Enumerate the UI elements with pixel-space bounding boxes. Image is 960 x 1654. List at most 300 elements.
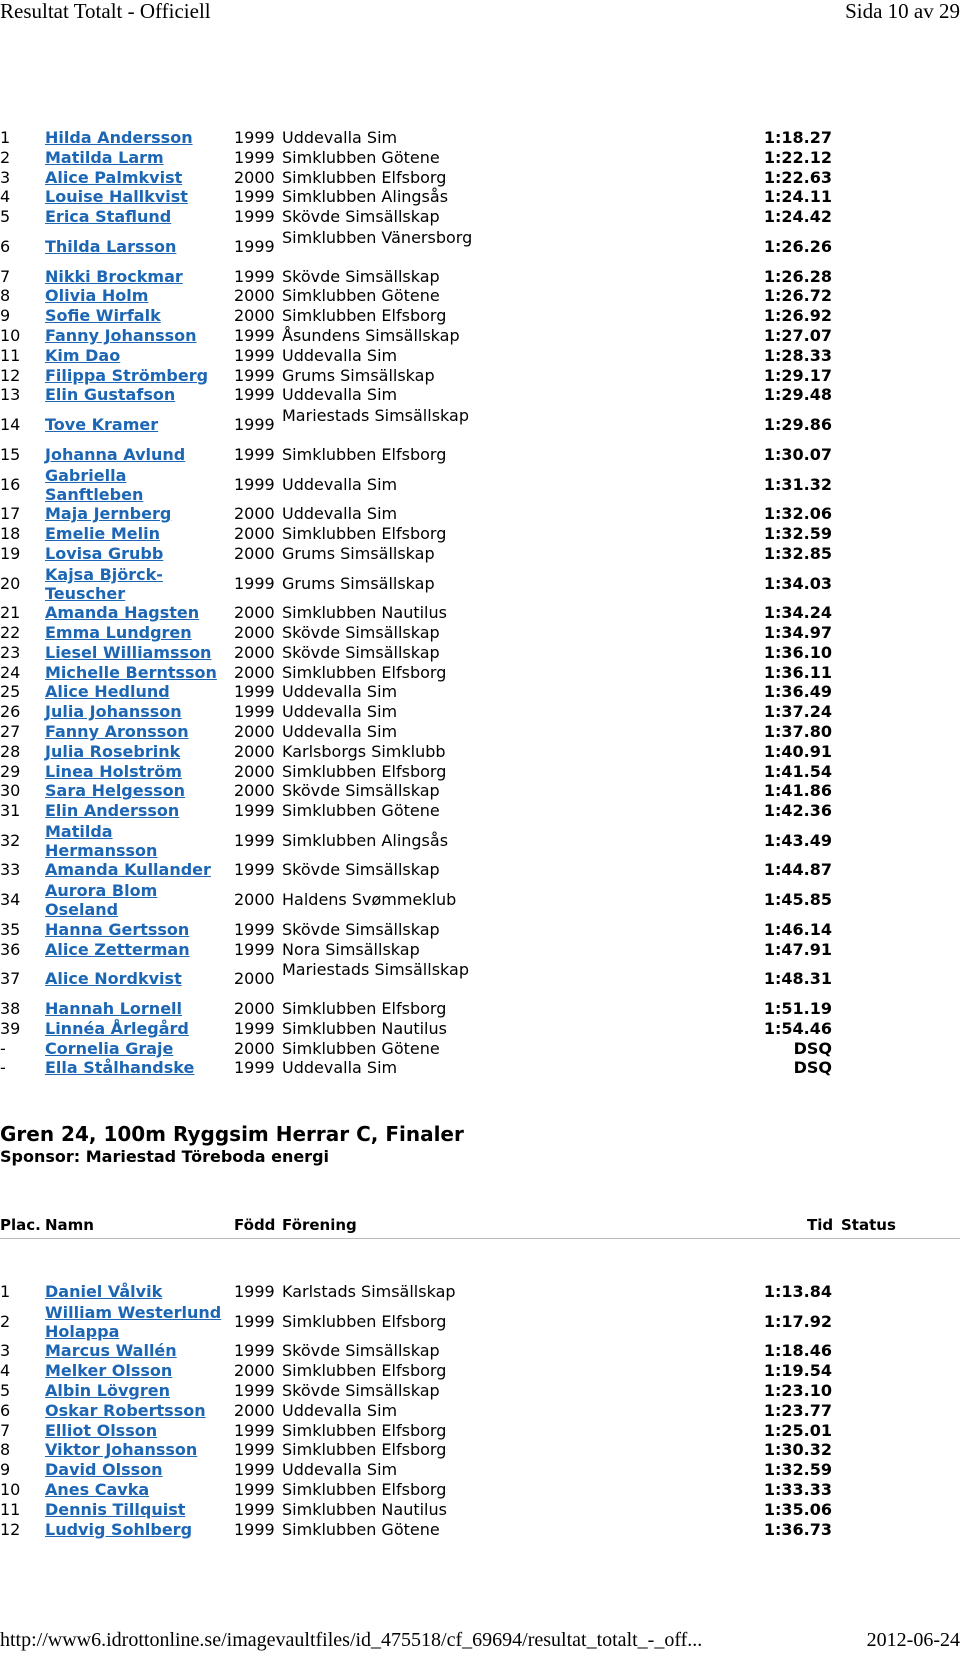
col-plac: Plac. bbox=[0, 1216, 41, 1234]
club-name: Simklubben Elfsborg bbox=[282, 306, 447, 326]
placement: - bbox=[0, 1038, 6, 1058]
birth-year: 1999 bbox=[234, 345, 275, 365]
table-row bbox=[0, 781, 860, 801]
club-name: Karlsborgs Simklubb bbox=[282, 741, 446, 761]
placement: 35 bbox=[0, 919, 21, 939]
table-row bbox=[0, 326, 860, 346]
swimmer-name-link[interactable]: Gabriella Sanftleben bbox=[45, 465, 144, 504]
placement: 33 bbox=[0, 860, 21, 880]
club-name: Simklubben Nautilus bbox=[282, 603, 447, 623]
table-row bbox=[0, 148, 860, 168]
result-time: 1:41.54 bbox=[763, 761, 832, 781]
birth-year: 2000 bbox=[234, 167, 275, 187]
birth-year: 1999 bbox=[234, 1440, 275, 1460]
swimmer-name-link[interactable]: Elin Gustafson bbox=[45, 385, 176, 405]
birth-year: 1999 bbox=[234, 236, 275, 256]
table-row bbox=[0, 821, 860, 861]
club-name: Karlstads Simsällskap bbox=[282, 1282, 456, 1301]
birth-year: 1999 bbox=[234, 147, 275, 167]
page-footer bbox=[0, 1628, 960, 1652]
swimmer-name-link[interactable]: Ludvig Sohlberg bbox=[45, 1519, 193, 1539]
placement: 9 bbox=[0, 306, 11, 326]
result-time: 1:26.28 bbox=[763, 266, 832, 286]
swimmer-name-link[interactable]: Elliot Olsson bbox=[45, 1420, 158, 1440]
result-time: 1:36.49 bbox=[763, 682, 832, 702]
placement: 8 bbox=[0, 286, 11, 306]
result-time: 1:13.84 bbox=[763, 1282, 832, 1301]
result-time: 1:37.24 bbox=[763, 702, 832, 722]
club-name: Simklubben Alingsås bbox=[282, 830, 449, 850]
table-row bbox=[0, 504, 860, 524]
swimmer-name-link[interactable]: Emelie Melin bbox=[45, 523, 160, 543]
result-time: 1:36.11 bbox=[763, 662, 832, 682]
result-time: 1:22.63 bbox=[763, 167, 832, 187]
table-row bbox=[0, 920, 860, 940]
club-name: Nora Simsällskap bbox=[282, 939, 420, 959]
column-header-row bbox=[0, 1214, 960, 1239]
placement: 10 bbox=[0, 325, 21, 345]
result-time: 1:41.86 bbox=[763, 781, 832, 801]
club-name: Skövde Simsällskap bbox=[282, 207, 440, 227]
swimmer-name-link[interactable]: Kim Dao bbox=[45, 345, 121, 365]
club-name: Simklubben Götene bbox=[282, 147, 440, 167]
birth-year: 1999 bbox=[234, 128, 275, 147]
club-name: Uddevalla Sim bbox=[282, 721, 398, 741]
table-row bbox=[0, 1302, 860, 1342]
club-name: Simklubben Elfsborg bbox=[282, 1361, 447, 1381]
swimmer-name-link[interactable]: Liesel Williamsson bbox=[45, 642, 212, 662]
birth-year: 2000 bbox=[234, 890, 275, 910]
result-time: 1:30.07 bbox=[763, 444, 832, 464]
table-row bbox=[0, 1039, 860, 1059]
swimmer-name-link[interactable]: Alice Zetterman bbox=[45, 939, 190, 959]
table-row bbox=[0, 187, 860, 207]
club-name: Skövde Simsällskap bbox=[282, 860, 440, 880]
birth-year: 2000 bbox=[234, 761, 275, 781]
table-row bbox=[0, 564, 860, 604]
swimmer-name-link[interactable]: Sara Helgesson bbox=[45, 781, 186, 801]
swimmer-name-link[interactable]: Louise Hallkvist bbox=[45, 187, 188, 207]
birth-year: 1999 bbox=[234, 919, 275, 939]
club-name: Simklubben Elfsborg bbox=[282, 999, 447, 1019]
club-name: Simklubben Elfsborg bbox=[282, 1440, 447, 1460]
club-name: Uddevalla Sim bbox=[282, 1460, 398, 1480]
swimmer-name-link[interactable]: Kajsa Björck-Teuscher bbox=[45, 564, 163, 603]
placement: 18 bbox=[0, 523, 21, 543]
birth-year: 2000 bbox=[234, 622, 275, 642]
swimmer-name-link[interactable]: Thilda Larsson bbox=[45, 236, 177, 256]
birth-year: 2000 bbox=[234, 603, 275, 623]
club-name: Uddevalla Sim bbox=[282, 474, 398, 494]
birth-year: 2000 bbox=[234, 504, 275, 524]
table-row bbox=[0, 1341, 860, 1361]
table-row bbox=[0, 445, 860, 465]
placement: - bbox=[0, 1058, 6, 1078]
birth-year: 1999 bbox=[234, 1058, 275, 1078]
result-time: 1:22.12 bbox=[763, 147, 832, 167]
table-row bbox=[0, 1421, 860, 1441]
placement: 32 bbox=[0, 830, 21, 850]
club-name: Simklubben Elfsborg bbox=[282, 1479, 447, 1499]
swimmer-name-link[interactable]: Viktor Johansson bbox=[45, 1440, 198, 1460]
placement: 13 bbox=[0, 385, 21, 405]
club-name: Skövde Simsällskap bbox=[282, 266, 440, 286]
birth-year: 1999 bbox=[234, 801, 275, 821]
placement: 30 bbox=[0, 781, 21, 801]
club-name: Simklubben Elfsborg bbox=[282, 662, 447, 682]
table-row bbox=[0, 623, 860, 643]
club-name: Uddevalla Sim bbox=[282, 345, 398, 365]
swimmer-name-link[interactable]: Maja Jernberg bbox=[45, 504, 172, 524]
swimmer-name-link[interactable]: Michelle Berntsson bbox=[45, 662, 217, 682]
swimmer-name-link[interactable]: David Olsson bbox=[45, 1460, 163, 1480]
placement: 8 bbox=[0, 1440, 11, 1460]
club-name: Simklubben Elfsborg bbox=[282, 523, 447, 543]
club-name: Uddevalla Sim bbox=[282, 682, 398, 702]
table-row bbox=[0, 1500, 860, 1520]
placement: 38 bbox=[0, 999, 21, 1019]
table-row bbox=[0, 801, 860, 821]
placement: 9 bbox=[0, 1460, 11, 1480]
placement: 23 bbox=[0, 642, 21, 662]
club-name: Grums Simsällskap bbox=[282, 365, 435, 385]
swimmer-name-link[interactable]: Anes Cavka bbox=[45, 1479, 150, 1499]
swimmer-name-link[interactable]: Alice Nordkvist bbox=[45, 969, 182, 989]
swimmer-name-link[interactable]: William Westerlund Holappa bbox=[45, 1302, 222, 1341]
birth-year: 2000 bbox=[234, 999, 275, 1019]
birth-year: 1999 bbox=[234, 1341, 275, 1361]
placement: 1 bbox=[0, 1282, 11, 1301]
result-time: 1:54.46 bbox=[763, 1018, 832, 1038]
placement: 7 bbox=[0, 266, 11, 286]
birth-year: 2000 bbox=[234, 721, 275, 741]
swimmer-name-link[interactable]: Sofie Wirfalk bbox=[45, 306, 161, 326]
swimmer-name-link[interactable]: Tove Kramer bbox=[45, 415, 159, 435]
page-header bbox=[0, 0, 960, 26]
club-name: Simklubben Götene bbox=[282, 1519, 440, 1539]
result-time: 1:23.10 bbox=[763, 1380, 832, 1400]
birth-year: 2000 bbox=[234, 286, 275, 306]
table-row bbox=[0, 1440, 860, 1460]
birth-year: 2000 bbox=[234, 662, 275, 682]
birth-year: 2000 bbox=[234, 642, 275, 662]
col-name: Namn bbox=[45, 1216, 94, 1234]
birth-year: 1999 bbox=[234, 1380, 275, 1400]
swimmer-name-link[interactable]: Erica Staflund bbox=[45, 207, 172, 227]
placement: 36 bbox=[0, 939, 21, 959]
birth-year: 1999 bbox=[234, 325, 275, 345]
swimmer-name-link[interactable]: Julia Johansson bbox=[45, 702, 182, 722]
placement: 17 bbox=[0, 504, 21, 524]
table-row bbox=[0, 227, 860, 267]
club-name: Mariestads Simsällskap bbox=[282, 960, 469, 980]
club-name: Skövde Simsällskap bbox=[282, 919, 440, 939]
birth-year: 1999 bbox=[234, 415, 275, 435]
birth-year: 2000 bbox=[234, 969, 275, 989]
swimmer-name-link[interactable]: Linnéa Årlegård bbox=[45, 1018, 189, 1038]
table-row bbox=[0, 405, 860, 445]
result-time: 1:19.54 bbox=[763, 1361, 832, 1381]
birth-year: 1999 bbox=[234, 365, 275, 385]
birth-year: 1999 bbox=[234, 1519, 275, 1539]
swimmer-name-link[interactable]: Amanda Kullander bbox=[45, 860, 211, 880]
footer-url: http://www6.idrottonline.se/imagevaultfiles/id_475518/cf_69694/resultat_totalt_-_off... bbox=[0, 1629, 703, 1651]
table-row bbox=[0, 603, 860, 623]
result-time: 1:45.85 bbox=[763, 890, 832, 910]
col-year: Född bbox=[234, 1216, 276, 1234]
placement: 22 bbox=[0, 622, 21, 642]
placement: 3 bbox=[0, 1341, 11, 1361]
result-time: 1:24.11 bbox=[763, 187, 832, 207]
birth-year: 1999 bbox=[234, 474, 275, 494]
result-time: 1:30.32 bbox=[763, 1440, 832, 1460]
club-name: Simklubben Vänersborg bbox=[282, 227, 473, 247]
placement: 34 bbox=[0, 890, 21, 910]
result-time: 1:31.32 bbox=[763, 474, 832, 494]
placement: 2 bbox=[0, 147, 11, 167]
result-time: 1:26.72 bbox=[763, 286, 832, 306]
footer-date: 2012-06-24 bbox=[866, 1629, 960, 1651]
table-row bbox=[0, 1460, 860, 1480]
result-time: 1:26.92 bbox=[763, 306, 832, 326]
swimmer-name-link[interactable]: Alice Hedlund bbox=[45, 682, 170, 702]
result-time: 1:32.59 bbox=[763, 1460, 832, 1480]
result-time: 1:29.86 bbox=[763, 415, 832, 435]
club-name: Åsundens Simsällskap bbox=[282, 325, 460, 345]
table-row bbox=[0, 465, 860, 505]
col-club: Förening bbox=[282, 1216, 357, 1234]
club-name: Simklubben Elfsborg bbox=[282, 444, 447, 464]
result-time: 1:40.91 bbox=[763, 741, 832, 761]
birth-year: 1999 bbox=[234, 939, 275, 959]
birth-year: 1999 bbox=[234, 682, 275, 702]
swimmer-name-link[interactable]: Filippa Strömberg bbox=[45, 365, 209, 385]
birth-year: 1999 bbox=[234, 1311, 275, 1331]
club-name: Simklubben Elfsborg bbox=[282, 1311, 447, 1331]
result-time: 1:43.49 bbox=[763, 830, 832, 850]
swimmer-name-link[interactable]: Hanna Gertsson bbox=[45, 919, 190, 939]
swimmer-name-link[interactable]: Nikki Brockmar bbox=[45, 266, 183, 286]
event-sponsor: Sponsor: Mariestad Töreboda energi bbox=[0, 1147, 330, 1166]
club-name: Skövde Simsällskap bbox=[282, 1380, 440, 1400]
swimmer-name-link[interactable]: Lovisa Grubb bbox=[45, 543, 164, 563]
placement: 11 bbox=[0, 1499, 21, 1519]
table-row bbox=[0, 1361, 860, 1381]
birth-year: 2000 bbox=[234, 741, 275, 761]
birth-year: 2000 bbox=[234, 523, 275, 543]
swimmer-name-link[interactable]: Matilda Larm bbox=[45, 147, 164, 167]
table-row bbox=[0, 1282, 860, 1302]
table-row bbox=[0, 1058, 860, 1078]
swimmer-name-link[interactable]: Amanda Hagsten bbox=[45, 603, 200, 623]
birth-year: 1999 bbox=[234, 860, 275, 880]
club-name: Skövde Simsällskap bbox=[282, 781, 440, 801]
swimmer-name-link[interactable]: Emma Lundgren bbox=[45, 622, 192, 642]
placement: 14 bbox=[0, 415, 21, 435]
result-time: 1:48.31 bbox=[763, 969, 832, 989]
result-time: 1:47.91 bbox=[763, 939, 832, 959]
club-name: Simklubben Elfsborg bbox=[282, 761, 447, 781]
placement: 12 bbox=[0, 365, 21, 385]
swimmer-name-link[interactable]: Aurora Blom Oseland bbox=[45, 881, 158, 920]
result-time: DSQ bbox=[793, 1038, 832, 1058]
table-row bbox=[0, 860, 860, 880]
birth-year: 2000 bbox=[234, 543, 275, 563]
swimmer-name-link[interactable]: Cornelia Graje bbox=[45, 1038, 174, 1058]
birth-year: 2000 bbox=[234, 781, 275, 801]
table-row bbox=[0, 682, 860, 702]
birth-year: 1999 bbox=[234, 187, 275, 207]
placement: 28 bbox=[0, 741, 21, 761]
club-name: Simklubben Alingsås bbox=[282, 187, 449, 207]
club-name: Simklubben Elfsborg bbox=[282, 1420, 447, 1440]
placement: 26 bbox=[0, 702, 21, 722]
swimmer-name-link[interactable]: Fanny Aronsson bbox=[45, 721, 189, 741]
result-time: 1:28.33 bbox=[763, 345, 832, 365]
placement: 2 bbox=[0, 1311, 11, 1331]
birth-year: 1999 bbox=[234, 1460, 275, 1480]
result-time: 1:32.06 bbox=[763, 504, 832, 524]
placement: 1 bbox=[0, 128, 11, 147]
club-name: Mariestads Simsällskap bbox=[282, 406, 469, 426]
results-table-2 bbox=[0, 1282, 860, 1539]
table-row bbox=[0, 702, 860, 722]
birth-year: 2000 bbox=[234, 1038, 275, 1058]
swimmer-name-link[interactable]: Matilda Hermansson bbox=[45, 821, 158, 860]
table-row bbox=[0, 742, 860, 762]
club-name: Skövde Simsällskap bbox=[282, 1341, 440, 1361]
result-time: 1:42.36 bbox=[763, 801, 832, 821]
result-time: 1:25.01 bbox=[763, 1420, 832, 1440]
placement: 12 bbox=[0, 1519, 21, 1539]
swimmer-name-link[interactable]: Melker Olsson bbox=[45, 1361, 173, 1381]
result-time: 1:33.33 bbox=[763, 1479, 832, 1499]
swimmer-name-link[interactable]: Linea Holström bbox=[45, 761, 182, 781]
result-time: 1:36.73 bbox=[763, 1519, 832, 1539]
club-name: Uddevalla Sim bbox=[282, 1400, 398, 1420]
birth-year: 1999 bbox=[234, 830, 275, 850]
placement: 29 bbox=[0, 761, 21, 781]
result-time: 1:24.42 bbox=[763, 207, 832, 227]
result-time: 1:29.48 bbox=[763, 385, 832, 405]
result-time: 1:46.14 bbox=[763, 919, 832, 939]
placement: 21 bbox=[0, 603, 21, 623]
table-row bbox=[0, 267, 860, 287]
table-row bbox=[0, 940, 860, 960]
club-name: Simklubben Götene bbox=[282, 1038, 440, 1058]
result-time: 1:18.27 bbox=[763, 128, 832, 147]
placement: 4 bbox=[0, 187, 11, 207]
table-row bbox=[0, 999, 860, 1019]
table-row bbox=[0, 168, 860, 188]
birth-year: 2000 bbox=[234, 306, 275, 326]
swimmer-name-link[interactable]: Ella Stålhandske bbox=[45, 1058, 195, 1078]
swimmer-name-link[interactable]: Hannah Lornell bbox=[45, 999, 183, 1019]
club-name: Uddevalla Sim bbox=[282, 385, 398, 405]
placement: 20 bbox=[0, 573, 21, 593]
club-name: Grums Simsällskap bbox=[282, 573, 435, 593]
swimmer-name-link[interactable]: Johanna Avlund bbox=[45, 444, 186, 464]
result-time: 1:27.07 bbox=[763, 325, 832, 345]
result-time: 1:32.85 bbox=[763, 543, 832, 563]
swimmer-name-link[interactable]: Olivia Holm bbox=[45, 286, 149, 306]
swimmer-name-link[interactable]: Elin Andersson bbox=[45, 801, 180, 821]
club-name: Simklubben Nautilus bbox=[282, 1018, 447, 1038]
result-time: DSQ bbox=[793, 1058, 832, 1078]
table-row bbox=[0, 306, 860, 326]
placement: 5 bbox=[0, 207, 11, 227]
result-time: 1:32.59 bbox=[763, 523, 832, 543]
birth-year: 1999 bbox=[234, 1018, 275, 1038]
placement: 19 bbox=[0, 543, 21, 563]
birth-year: 1999 bbox=[234, 702, 275, 722]
club-name: Haldens Svømmeklub bbox=[282, 890, 457, 910]
birth-year: 1999 bbox=[234, 1420, 275, 1440]
swimmer-name-link[interactable]: Dennis Tillquist bbox=[45, 1499, 186, 1519]
table-row bbox=[0, 385, 860, 405]
result-time: 1:34.97 bbox=[763, 622, 832, 642]
birth-year: 1999 bbox=[234, 207, 275, 227]
placement: 10 bbox=[0, 1479, 21, 1499]
table-row bbox=[0, 722, 860, 742]
swimmer-name-link[interactable]: Fanny Johansson bbox=[45, 325, 197, 345]
placement: 4 bbox=[0, 1361, 11, 1381]
placement: 5 bbox=[0, 1380, 11, 1400]
col-time: Tid bbox=[807, 1216, 834, 1234]
placement: 6 bbox=[0, 1400, 11, 1420]
result-time: 1:29.17 bbox=[763, 365, 832, 385]
swimmer-name-link[interactable]: Daniel Vålvik bbox=[45, 1282, 163, 1301]
table-row bbox=[0, 1381, 860, 1401]
birth-year: 1999 bbox=[234, 1282, 275, 1301]
club-name: Grums Simsällskap bbox=[282, 543, 435, 563]
birth-year: 1999 bbox=[234, 1499, 275, 1519]
club-name: Simklubben Götene bbox=[282, 286, 440, 306]
placement: 27 bbox=[0, 721, 21, 741]
swimmer-name-link[interactable]: Alice Palmkvist bbox=[45, 167, 183, 187]
table-row bbox=[0, 643, 860, 663]
club-name: Uddevalla Sim bbox=[282, 1058, 398, 1078]
table-row bbox=[0, 366, 860, 386]
swimmer-name-link[interactable]: Marcus Wallén bbox=[45, 1341, 177, 1361]
swimmer-name-link[interactable]: Julia Rosebrink bbox=[45, 741, 181, 761]
birth-year: 1999 bbox=[234, 1479, 275, 1499]
birth-year: 1999 bbox=[234, 266, 275, 286]
placement: 3 bbox=[0, 167, 11, 187]
birth-year: 2000 bbox=[234, 1361, 275, 1381]
event-title: Gren 24, 100m Ryggsim Herrar C, Finaler bbox=[0, 1122, 464, 1146]
birth-year: 1999 bbox=[234, 573, 275, 593]
swimmer-name-link[interactable]: Hilda Andersson bbox=[45, 128, 193, 147]
table-row bbox=[0, 544, 860, 564]
document-title: Resultat Totalt - Officiell bbox=[0, 0, 211, 23]
result-time: 1:18.46 bbox=[763, 1341, 832, 1361]
swimmer-name-link[interactable]: Albin Lövgren bbox=[45, 1380, 170, 1400]
placement: 11 bbox=[0, 345, 21, 365]
table-row bbox=[0, 663, 860, 683]
club-name: Uddevalla Sim bbox=[282, 504, 398, 524]
table-row bbox=[0, 880, 860, 920]
swimmer-name-link[interactable]: Oskar Robertsson bbox=[45, 1400, 206, 1420]
result-time: 1:34.24 bbox=[763, 603, 832, 623]
table-row bbox=[0, 207, 860, 227]
table-row bbox=[0, 1401, 860, 1421]
table-row bbox=[0, 1480, 860, 1500]
club-name: Simklubben Götene bbox=[282, 801, 440, 821]
club-name: Uddevalla Sim bbox=[282, 702, 398, 722]
birth-year: 1999 bbox=[234, 385, 275, 405]
placement: 7 bbox=[0, 1420, 11, 1440]
